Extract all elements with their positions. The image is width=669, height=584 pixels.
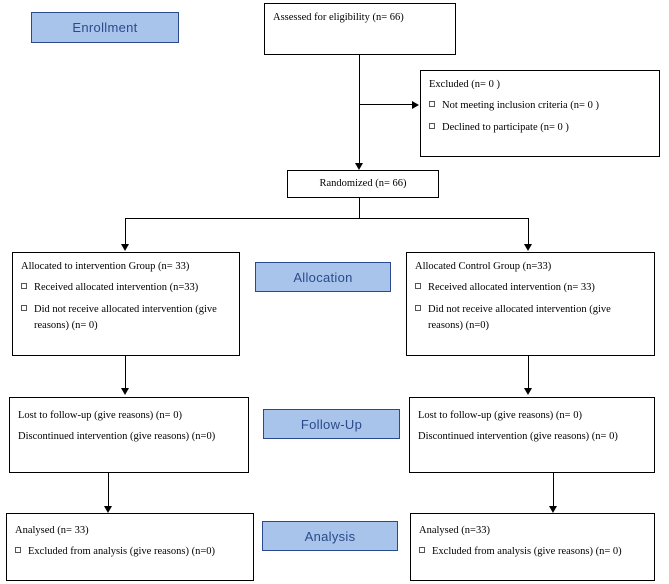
followup-right-line-2: Discontinued intervention (give reasons) (n= 0) <box>418 431 618 443</box>
alloc-intervention-line-2: Received allocated intervention (n=33) <box>34 282 199 294</box>
alloc-control-line-2: Received allocated intervention (n= 33) <box>428 282 595 294</box>
connector-randomized-down <box>359 198 360 218</box>
arrow-analysis-right <box>549 506 557 513</box>
alloc-intervention-line-2-row <box>21 280 231 296</box>
stage-label-analysis-text: Analysis <box>304 528 356 544</box>
connector-allocation-left <box>125 218 126 246</box>
alloc-control-line-3: Did not receive allocated intervention (give reasons) (n=0) <box>428 303 611 331</box>
checkbox-icon <box>415 283 421 289</box>
box-followup-intervention <box>9 397 249 473</box>
checkbox-icon <box>429 123 435 129</box>
box-analysis-control <box>410 513 655 581</box>
arrow-analysis-left <box>104 506 112 513</box>
connector-followup-left-to-analysis <box>108 473 109 508</box>
box-followup-control <box>409 397 655 473</box>
alloc-control-line-1: Allocated Control Group (n=33) <box>415 261 552 272</box>
box-allocated-intervention <box>12 252 240 356</box>
stage-label-followup-text: Follow-Up <box>300 416 363 432</box>
box-analysis-intervention <box>6 513 254 581</box>
checkbox-icon <box>415 305 421 311</box>
analysis-right-line-2: Excluded from analysis (give reasons) (n= 0) <box>432 546 622 558</box>
arrow-to-excluded <box>412 101 419 109</box>
excluded-line-3: Declined to participate (n= 0 ) <box>442 121 569 133</box>
alloc-control-line-2-row <box>415 280 646 296</box>
arrow-assessed-to-randomized <box>355 163 363 170</box>
arrow-allocation-right <box>524 244 532 251</box>
alloc-control-line-3-row <box>415 302 646 335</box>
analysis-right-line-1: Analysed (n=33) <box>419 525 490 536</box>
analysis-right-line-2-row <box>419 544 646 560</box>
connector-alloc-right-to-followup <box>528 356 529 390</box>
followup-right-line-1: Lost to follow-up (give reasons) (n= 0) <box>418 410 582 421</box>
box-assessed-for-eligibility <box>264 3 456 55</box>
alloc-intervention-line-3: Did not receive allocated intervention (give reasons) (n= 0) <box>34 303 217 331</box>
excluded-line-2-row <box>429 98 651 114</box>
checkbox-icon <box>21 305 27 311</box>
connector-assessed-to-randomized <box>359 55 360 165</box>
analysis-left-line-2: Excluded from analysis (give reasons) (n=0) <box>28 546 215 558</box>
box-allocated-control <box>406 252 655 356</box>
connector-to-excluded <box>359 104 413 105</box>
randomized-line-1: Randomized (n= 66) <box>319 177 407 189</box>
analysis-left-line-2-row <box>15 544 245 560</box>
followup-left-line-1: Lost to follow-up (give reasons) (n= 0) <box>18 410 182 421</box>
stage-label-enrollment-text: Enrollment <box>72 20 138 35</box>
excluded-line-2: Not meeting inclusion criteria (n= 0 ) <box>442 100 599 112</box>
analysis-left-line-1: Analysed (n= 33) <box>15 525 89 536</box>
excluded-line-3-row <box>429 120 651 136</box>
connector-followup-right-to-analysis <box>553 473 554 508</box>
connector-allocation-split <box>125 218 528 219</box>
connector-allocation-right <box>528 218 529 246</box>
stage-label-followup <box>263 409 400 439</box>
arrow-followup-right <box>524 388 532 395</box>
connector-alloc-left-to-followup <box>125 356 126 390</box>
box-randomized <box>287 170 439 198</box>
assessed-line-1: Assessed for eligibility (n= 66) <box>273 12 404 23</box>
checkbox-icon <box>429 101 435 107</box>
excluded-line-1: Excluded (n= 0 ) <box>429 79 500 90</box>
box-excluded <box>420 70 660 157</box>
alloc-intervention-line-1: Allocated to intervention Group (n= 33) <box>21 261 190 272</box>
stage-label-allocation <box>255 262 391 292</box>
stage-label-allocation-text: Allocation <box>293 269 353 285</box>
stage-label-analysis <box>262 521 398 551</box>
followup-left-line-2: Discontinued intervention (give reasons) (n=0) <box>18 431 216 443</box>
checkbox-icon <box>419 547 425 553</box>
checkbox-icon <box>15 547 21 553</box>
arrow-followup-left <box>121 388 129 395</box>
arrow-allocation-left <box>121 244 129 251</box>
checkbox-icon <box>21 283 27 289</box>
stage-label-enrollment <box>31 12 179 43</box>
alloc-intervention-line-3-row <box>21 302 231 335</box>
